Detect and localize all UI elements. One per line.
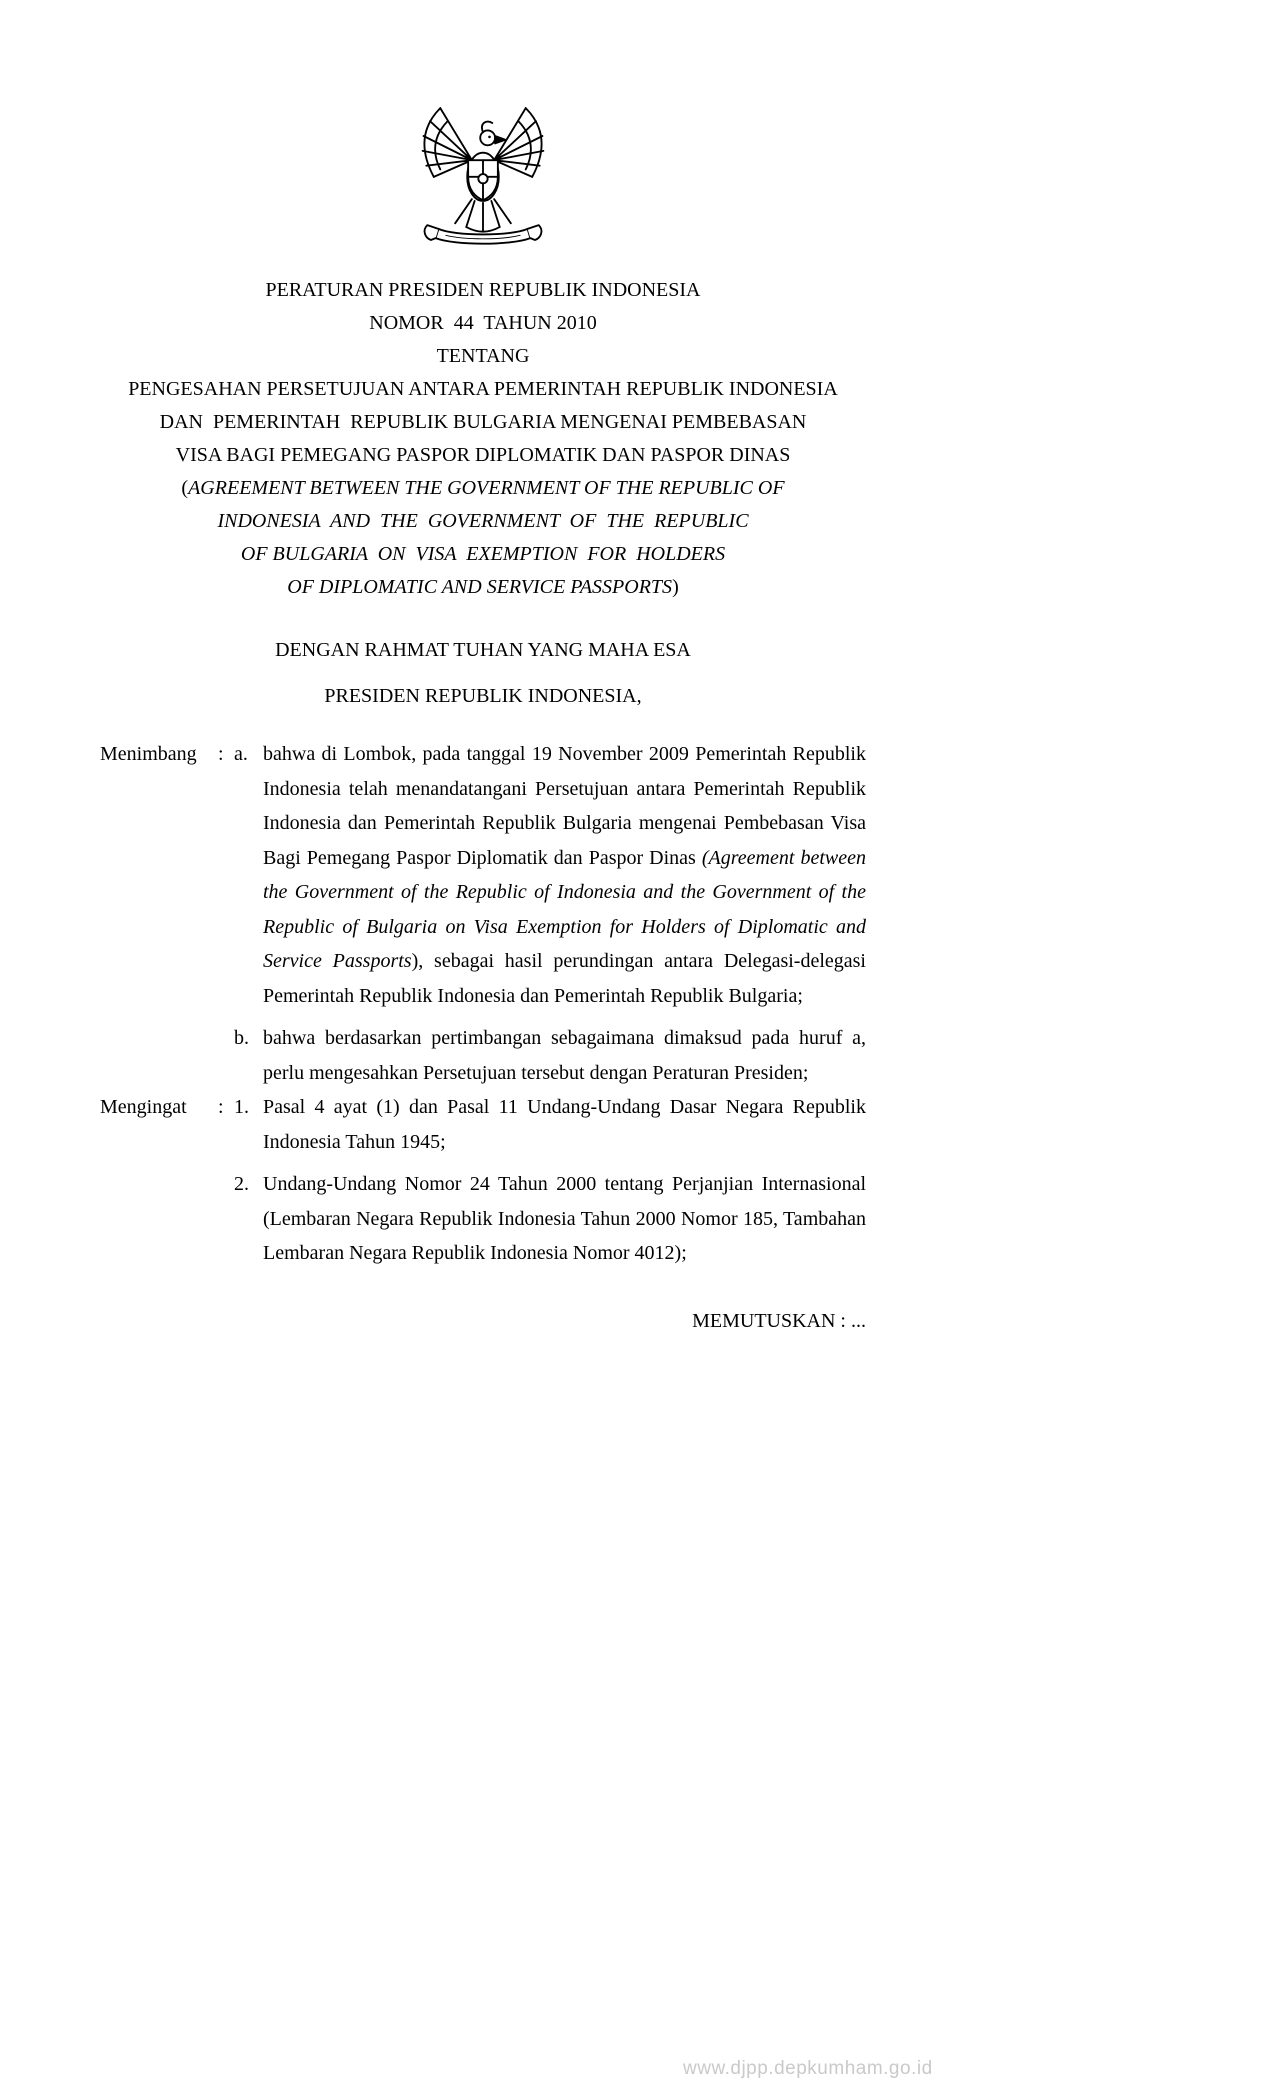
menimbang-section [100, 737, 866, 1090]
regulation-number-line: NOMOR 44 TAHUN 2010 [369, 312, 597, 334]
english-title-line-3: OF BULGARIA ON VISA EXEMPTION FOR HOLDERS [240, 543, 726, 565]
legal-basis-item-1 [234, 1090, 866, 1159]
document-body [100, 737, 866, 1338]
subject-line-3: VISA BAGI PEMEGANG PASPOR DIPLOMATIK DAN PASPOR DINAS [175, 444, 791, 466]
mengingat-label: Mengingat [100, 1096, 187, 1118]
mengingat-items [234, 1090, 866, 1271]
item-text: bahwa di Lombok, pada tanggal 19 November 2009 Pemerintah Republik Indonesia telah menandatangani Persetujuan antara Pemerintah Republik Indonesia dan Pemerintah Republik Bulgaria mengenai Pembebasan Visa Bagi Pemegang Paspor Diplomatik dan Paspor Dinas (Agreement between the Government of the Republic of Indonesia and the Government of the Republic of Bulgaria on Visa Exemption for Holders of Diplomatic and Service Passports), sebagai hasil perundingan antara Delegasi-delegasi Pemerintah Republik Indonesia dan Pemerintah Republik Bulgaria; [263, 743, 866, 1007]
considering-item-a [234, 737, 866, 1013]
mengingat-colon: : [218, 1096, 224, 1118]
mengingat-section [100, 1090, 866, 1271]
considering-item-b [234, 1021, 866, 1090]
garuda-pancasila-emblem-icon [418, 98, 548, 252]
item-marker: 1. [234, 1096, 249, 1118]
tentang-line: TENTANG [436, 345, 530, 367]
watermark-text: www.djpp.depkumham.go.id [683, 2058, 933, 2079]
menimbang-label: Menimbang [100, 743, 197, 765]
document-content-column [100, 0, 866, 1338]
authority-line: PRESIDEN REPUBLIK INDONESIA, [324, 685, 642, 707]
item-text: bahwa berdasarkan pertimbangan sebagaimana dimaksud pada huruf a, perlu mengesahkan Persetujuan tersebut dengan Peraturan Presiden; [263, 1027, 866, 1084]
item-marker: b. [234, 1027, 249, 1049]
item-text: Pasal 4 ayat (1) dan Pasal 11 Undang-Undang Dasar Negara Republik Indonesia Tahun 1945; [263, 1096, 866, 1153]
menimbang-items [234, 737, 866, 1090]
english-title-line-4: OF DIPLOMATIC AND SERVICE PASSPORTS) [287, 576, 679, 598]
memutuskan-line: MEMUTUSKAN : ... [692, 1309, 866, 1332]
subject-line-2: DAN PEMERINTAH REPUBLIK BULGARIA MENGENAI PEMBEBASAN [159, 411, 807, 433]
menimbang-colon: : [218, 743, 224, 765]
english-title-line-2: INDONESIA AND THE GOVERNMENT OF THE REPUBLIC [217, 510, 749, 532]
english-title-line-1: (AGREEMENT BETWEEN THE GOVERNMENT OF THE REPUBLIC OF [181, 477, 785, 499]
item-text: Undang-Undang Nomor 24 Tahun 2000 tentang Perjanjian Internasional (Lembaran Negara Republik Indonesia Tahun 2000 Nomor 185, Tambahan Lembaran Negara Republik Indonesia Nomor 4012); [263, 1173, 866, 1264]
item-marker: 2. [234, 1173, 249, 1195]
subject-line-1: PENGESAHAN PERSETUJUAN ANTARA PEMERINTAH REPUBLIK INDONESIA [128, 378, 838, 400]
invocation-line: DENGAN RAHMAT TUHAN YANG MAHA ESA [275, 639, 691, 661]
legal-basis-item-2 [234, 1167, 866, 1271]
document-title-block [100, 274, 866, 604]
item-marker: a. [234, 743, 248, 765]
regulation-title-line: PERATURAN PRESIDEN REPUBLIK INDONESIA [265, 279, 701, 301]
